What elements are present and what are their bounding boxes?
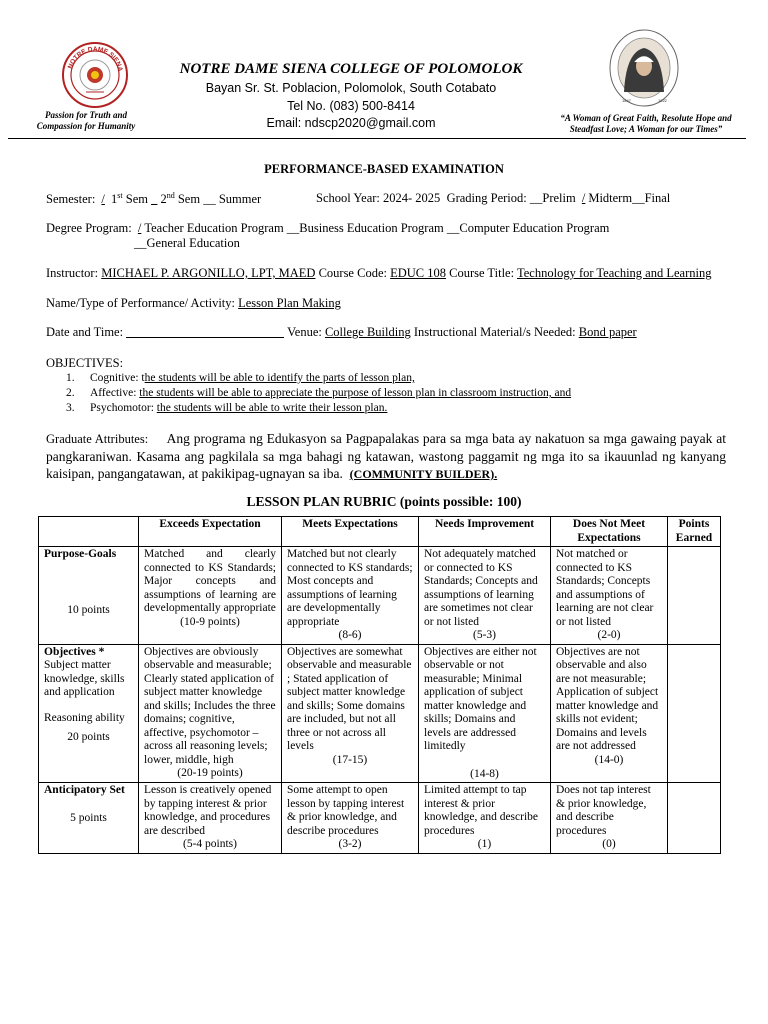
rubric-cell bbox=[419, 547, 551, 645]
rubric-cell-range: (3-2) bbox=[338, 838, 362, 850]
rubric-cell bbox=[282, 547, 419, 645]
rubric-header-row bbox=[39, 517, 721, 547]
second-sem: 2 bbox=[160, 192, 167, 207]
college-seal-logo bbox=[62, 42, 128, 108]
semester-line bbox=[46, 191, 261, 207]
rubric-cell-range: (17-15) bbox=[332, 753, 368, 766]
date-blank bbox=[126, 337, 284, 338]
objective-num: 2. bbox=[66, 387, 75, 399]
criterion-name: Purpose-Goals bbox=[44, 548, 117, 560]
rubric-cell-text: Some attempt to open lesson by tapping interest & prior knowledge, and describe procedures bbox=[287, 784, 405, 837]
objective-text: the students will be able to write their lesson plan. bbox=[156, 402, 388, 414]
criterion-name: Objectives * bbox=[44, 645, 105, 658]
rubric-cell-text: Objectives are obviously observable and measurable; Clearly stated application of subject matter knowledge and skills; Includes the three domains; cognitive, affective, psychomotor – across all reasoning levels; lower, middle, high bbox=[144, 645, 276, 766]
rubric-cell-range: (14-0) bbox=[594, 753, 624, 766]
rubric-cell-range: (5-3) bbox=[473, 629, 496, 641]
materials-value: Bond paper bbox=[578, 325, 637, 339]
graduate-attributes-tag: (COMMUNITY BUILDER). bbox=[349, 467, 498, 481]
rubric-header: Does Not Meet Expectations bbox=[551, 517, 668, 547]
criterion-points: 5 points bbox=[70, 811, 107, 824]
semester-label: Semester: bbox=[46, 192, 96, 207]
rubric-header: Meets Expectations bbox=[282, 517, 419, 547]
rubric-cell-text: Does not tap interest & prior knowledge, and describe procedures bbox=[556, 784, 651, 837]
criterion-cell bbox=[39, 783, 139, 854]
rubric-cell-text: Lesson is creatively opened by tapping interest & prior knowledge, and procedures are described bbox=[144, 784, 272, 837]
rubric-cell bbox=[551, 783, 668, 854]
criterion-points: 10 points bbox=[67, 603, 110, 616]
degree-program-line bbox=[46, 221, 609, 236]
materials-label: Instructional Material/s Needed: bbox=[413, 325, 576, 339]
left-motto: Passion for Truth and Compassion for Humanity bbox=[36, 110, 136, 131]
rubric-cell-range: (14-8) bbox=[470, 767, 499, 780]
second-sem-suffix: Sem __ Summer bbox=[177, 192, 262, 207]
criterion-points: 20 points bbox=[67, 731, 110, 743]
first-sem: 1 bbox=[111, 192, 118, 207]
svg-text:1922: 1922 bbox=[658, 98, 667, 103]
second-sem-mark: _ bbox=[151, 192, 158, 207]
rubric-cell bbox=[139, 783, 282, 854]
degree-program-mark: / bbox=[137, 221, 142, 235]
rubric-cell-text: Objectives are somewhat observable and measurable ; Stated application of subject matter knowledge and skills; Some domains are included, but not all three or not across all levels bbox=[287, 645, 412, 752]
venue-value: College Building bbox=[324, 325, 411, 339]
rubric-cell-range: (5-4 points) bbox=[183, 838, 237, 850]
second-sem-sup: nd bbox=[166, 191, 175, 200]
rubric-cell-text: Objectives are not observable and also are not measurable; Application of subject matter knowledge and skills not evident; Domains and levels are not addressed bbox=[556, 645, 659, 752]
rubric-header bbox=[39, 517, 139, 547]
school-name: NOTRE DAME SIENA COLLEGE OF POLOMOLOK bbox=[179, 61, 523, 77]
criterion-cell bbox=[39, 644, 139, 783]
school-tel: Tel No. (083) 500-8414 bbox=[287, 99, 415, 113]
instructor-line bbox=[46, 266, 711, 281]
svg-text:1847: 1847 bbox=[622, 98, 631, 103]
rubric-cell-range: (10-9 points) bbox=[180, 615, 240, 628]
general-education-option: __General Education bbox=[134, 236, 240, 250]
instructor-label: Instructor: bbox=[46, 266, 99, 280]
rubric-row bbox=[39, 783, 721, 854]
rubric-table bbox=[38, 516, 721, 854]
midterm-final: Midterm__Final bbox=[588, 191, 671, 205]
rubric-cell bbox=[282, 783, 419, 854]
points-earned-cell[interactable] bbox=[668, 783, 721, 854]
performance-label: Name/Type of Performance/ Activity: bbox=[46, 296, 235, 310]
rubric-cell bbox=[551, 644, 668, 783]
objective-num: 1. bbox=[66, 372, 75, 384]
objectives-heading: OBJECTIVES: bbox=[46, 356, 124, 370]
objective-text: he students will be able to identify the parts of lesson plan, bbox=[144, 372, 415, 384]
rubric-cell bbox=[551, 547, 668, 645]
performance-value: Lesson Plan Making bbox=[238, 296, 341, 310]
first-sem-mark: / bbox=[101, 192, 105, 207]
rubric-header: Points Earned bbox=[668, 517, 721, 547]
header-divider bbox=[8, 138, 746, 139]
course-code-label: Course Code: bbox=[318, 266, 387, 280]
points-earned-cell[interactable] bbox=[668, 547, 721, 645]
rubric-cell-range: (8-6) bbox=[338, 629, 362, 641]
degree-program-options: Teacher Education Program __Business Education Program __Computer Education Program bbox=[144, 221, 610, 235]
first-sem-suffix: Sem bbox=[125, 192, 148, 207]
rubric-cell-text: Matched and clearly connected to KS Standards; Major concepts and assumptions of learning are developmentally appropriate bbox=[144, 548, 276, 614]
rubric-cell-range: (20-19 points) bbox=[177, 767, 243, 779]
saint-portrait-seal bbox=[608, 28, 680, 110]
svg-text:NOTRE DAME SIENA: NOTRE DAME SIENA bbox=[66, 45, 124, 73]
rubric-cell-text: Not matched or connected to KS Standards; Concepts and assumptions of learning are not clear or not listed bbox=[556, 548, 654, 628]
instructor-name: MICHAEL P. ARGONILLO, LPT, MAED bbox=[101, 266, 316, 280]
exam-title: PERFORMANCE-BASED EXAMINATION bbox=[264, 162, 504, 176]
date-label: Date and Time: bbox=[46, 325, 124, 339]
course-title-label: Course Title: bbox=[449, 266, 515, 280]
graduate-attributes-text: Ang programa ng Edukasyon sa Pagpapalakas para sa mga bata ay nakatuon sa mga gawaing payak at pangkaraniwan. Kasama ang pagkilala sa mga bahagi ng katawan, wastong paggamit ng mga ito sa ikauunlad ng kanyang kaisipan, pangangatawan, at pakikipag-ugnayan sa iba. bbox=[46, 431, 726, 481]
objective-label: Affective: bbox=[90, 387, 137, 399]
rubric-cell bbox=[419, 644, 551, 783]
rubric-title: LESSON PLAN RUBRIC (points possible: 100) bbox=[246, 494, 522, 509]
criterion-subtext: Reasoning ability bbox=[44, 711, 125, 724]
rubric-cell-text: Objectives are either not observable or not measurable; Minimal application of subject matter knowledge and skills; Domains and levels are addressed limitedly bbox=[424, 645, 537, 752]
school-address: Bayan Sr. St. Poblacion, Polomolok, South Cotabato bbox=[205, 81, 497, 95]
rubric-cell-range: (0) bbox=[602, 838, 616, 850]
objective-num: 3. bbox=[66, 402, 75, 414]
rubric-row bbox=[39, 644, 721, 783]
points-earned-cell[interactable] bbox=[668, 644, 721, 783]
midterm-mark: / bbox=[581, 191, 586, 205]
criterion-subtext: Subject matter knowledge, skills and application bbox=[44, 659, 125, 698]
rubric-cell-text: Limited attempt to tap interest & prior knowledge, and describe procedures bbox=[424, 784, 539, 837]
grading-period-label: Grading Period: __Prelim bbox=[446, 191, 576, 205]
school-year-line bbox=[316, 191, 670, 206]
performance-line bbox=[46, 296, 341, 311]
objective-item bbox=[66, 387, 571, 399]
objective-label: Psychomotor: bbox=[90, 402, 154, 414]
criterion-name: Anticipatory Set bbox=[44, 784, 125, 796]
graduate-attributes bbox=[46, 430, 726, 483]
school-email: Email: ndscp2020@gmail.com bbox=[266, 116, 436, 130]
objective-item bbox=[66, 372, 415, 384]
graduate-attributes-label: Graduate Attributes: bbox=[46, 432, 149, 446]
rubric-header: Needs Improvement bbox=[419, 517, 551, 547]
rubric-cell-text: Not adequately matched or connected to KS Standards; Concepts and assumptions of learning are sometimes not clear or not listed bbox=[424, 548, 538, 628]
course-title: Technology for Teaching and Learning bbox=[516, 266, 712, 280]
venue-label: Venue: bbox=[287, 325, 322, 339]
rubric-cell bbox=[282, 644, 419, 783]
objective-item bbox=[66, 402, 387, 414]
objective-text: the students will be able to appreciate the purpose of lesson plan in classroom instruction, and bbox=[139, 387, 572, 399]
schedule-line bbox=[46, 325, 637, 340]
rubric-cell bbox=[419, 783, 551, 854]
rubric-cell-range: (1) bbox=[477, 838, 492, 850]
right-motto: “A Woman of Great Faith, Resolute Hope and Steadfast Love; A Woman for our Times” bbox=[560, 113, 732, 134]
rubric-row bbox=[39, 547, 721, 645]
criterion-cell bbox=[39, 547, 139, 645]
degree-program-label: Degree Program: bbox=[46, 221, 132, 235]
rubric-cell-text: Matched but not clearly connected to KS standards; Most concepts and assumptions of learning are developmentally appropriate bbox=[287, 548, 413, 628]
first-sem-sup: st bbox=[117, 191, 123, 200]
rubric-cell bbox=[139, 547, 282, 645]
rubric-header: Exceeds Expectation bbox=[139, 517, 282, 547]
objective-label: Cognitive: t bbox=[90, 372, 145, 384]
rubric-cell-range: (2-0) bbox=[597, 629, 621, 641]
course-code: EDUC 108 bbox=[390, 266, 446, 280]
rubric-cell bbox=[139, 644, 282, 783]
school-year: School Year: 2024- 2025 bbox=[316, 191, 441, 205]
